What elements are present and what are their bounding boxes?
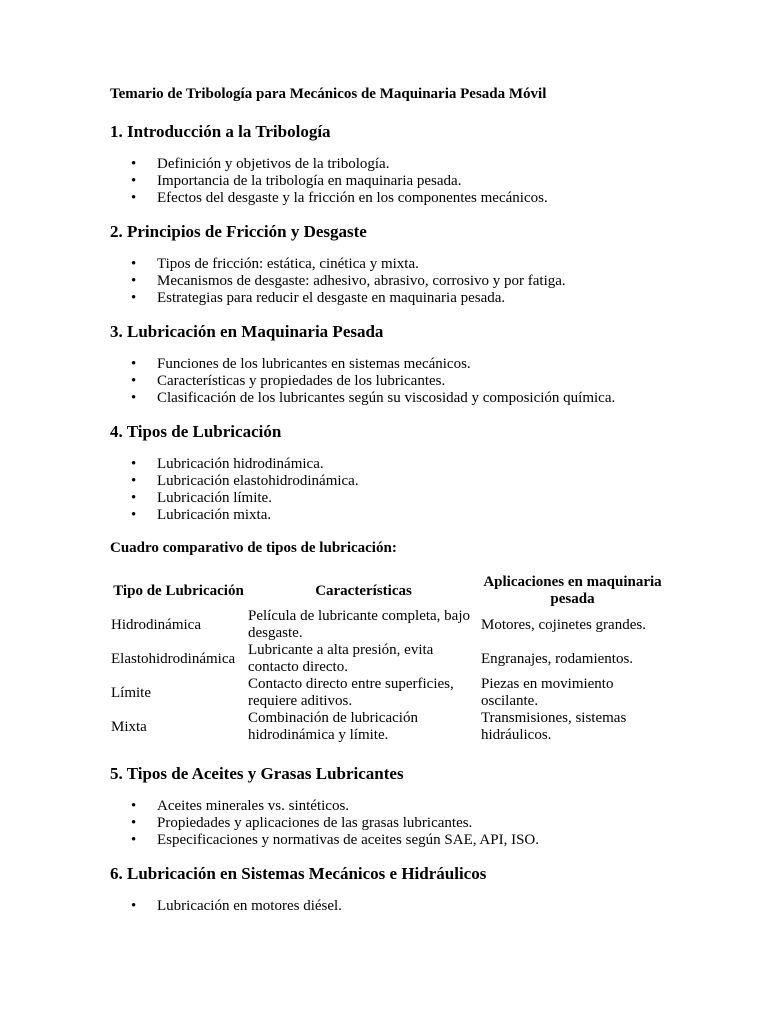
table-row (110, 608, 665, 642)
bullet-icon: • (131, 473, 137, 489)
bullet-icon: • (131, 273, 137, 289)
section-2-list (110, 256, 670, 307)
table-cell: Elastohidrodinámica (111, 650, 236, 667)
section-6-list (110, 898, 670, 915)
bullet-icon: • (131, 356, 137, 372)
bullet-icon: • (131, 490, 137, 506)
table-row (110, 676, 665, 710)
section-5-list (110, 798, 670, 849)
table-cell: Transmisiones, sistemas hidráulicos. (481, 710, 627, 743)
bullet-icon: • (131, 256, 137, 272)
section-3-heading: 3. Lubricación en Maquinaria Pesada (110, 322, 384, 341)
table-row (110, 710, 665, 744)
table-cell: Piezas en movimiento oscilante. (481, 676, 614, 709)
table-header-row (110, 574, 665, 608)
section-3-list (110, 356, 670, 407)
section-5-heading: 5. Tipos de Aceites y Grasas Lubricantes (110, 764, 404, 783)
bullet-icon: • (131, 507, 137, 523)
table-cell: Lubricante a alta presión, evita contacto directo. (248, 642, 434, 675)
list-item: • Especificaciones y normativas de aceites según SAE, API, ISO. (131, 832, 539, 848)
list-item: • Importancia de la tribología en maquinaria pesada. (131, 173, 462, 189)
list-item: • Lubricación en motores diésel. (131, 898, 342, 914)
bullet-icon: • (131, 798, 137, 814)
table-cell: Motores, cojinetes grandes. (481, 616, 646, 633)
list-item: • Estrategias para reducir el desgaste en maquinaria pesada. (131, 290, 506, 306)
table-cell: Límite (111, 684, 151, 701)
document-page (110, 84, 670, 915)
list-item: • Lubricación elastohidrodinámica. (131, 473, 359, 489)
table-cell: Engranajes, rodamientos. (481, 650, 634, 667)
list-item: • Mecanismos de desgaste: adhesivo, abrasivo, corrosivo y por fatiga. (131, 273, 566, 289)
bullet-icon: • (131, 832, 137, 848)
table-cell: Hidrodinámica (111, 616, 201, 633)
table-row (110, 642, 665, 676)
bullet-icon: • (131, 815, 137, 831)
list-item: • Lubricación hidrodinámica. (131, 456, 324, 472)
bullet-icon: • (131, 156, 137, 172)
bullet-icon: • (131, 173, 137, 189)
comparison-table (110, 574, 665, 744)
bullet-icon: • (131, 290, 137, 306)
section-1-heading: 1. Introducción a la Tribología (110, 122, 331, 141)
table-cell: Mixta (111, 718, 147, 735)
section-2-heading: 2. Principios de Fricción y Desgaste (110, 222, 367, 241)
bullet-icon: • (131, 190, 137, 206)
table-cell: Contacto directo entre superficies, requiere aditivos. (248, 676, 454, 709)
bullet-icon: • (131, 456, 137, 472)
column-header-type: Tipo de Lubricación (113, 582, 244, 599)
section-1-list (110, 156, 670, 207)
list-item: • Tipos de fricción: estática, cinética y mixta. (131, 256, 419, 272)
document-title: Temario de Tribología para Mecánicos de Maquinaria Pesada Móvil (110, 86, 547, 102)
section-4-list (110, 456, 670, 524)
list-item: • Definición y objetivos de la tribología. (131, 156, 390, 172)
table-caption: Cuadro comparativo de tipos de lubricación: (110, 540, 397, 556)
column-header-characteristics: Características (315, 582, 412, 599)
list-item: • Lubricación límite. (131, 490, 272, 506)
table-cell: Combinación de lubricación hidrodinámica y límite. (248, 710, 418, 743)
list-item: • Funciones de los lubricantes en sistemas mecánicos. (131, 356, 471, 372)
list-item: • Efectos del desgaste y la fricción en los componentes mecánicos. (131, 190, 548, 206)
list-item: • Lubricación mixta. (131, 507, 272, 523)
bullet-icon: • (131, 373, 137, 389)
section-4-heading: 4. Tipos de Lubricación (110, 422, 282, 441)
list-item: • Propiedades y aplicaciones de las grasas lubricantes. (131, 815, 473, 831)
list-item: • Clasificación de los lubricantes según su viscosidad y composición química. (131, 390, 616, 406)
table-cell: Película de lubricante completa, bajo desgaste. (248, 608, 470, 641)
section-6-heading: 6. Lubricación en Sistemas Mecánicos e Hidráulicos (110, 864, 487, 883)
list-item: • Características y propiedades de los lubricantes. (131, 373, 446, 389)
list-item: • Aceites minerales vs. sintéticos. (131, 798, 350, 814)
bullet-icon: • (131, 898, 137, 914)
bullet-icon: • (131, 390, 137, 406)
column-header-applications: Aplicaciones en maquinaria pesada (483, 574, 662, 607)
